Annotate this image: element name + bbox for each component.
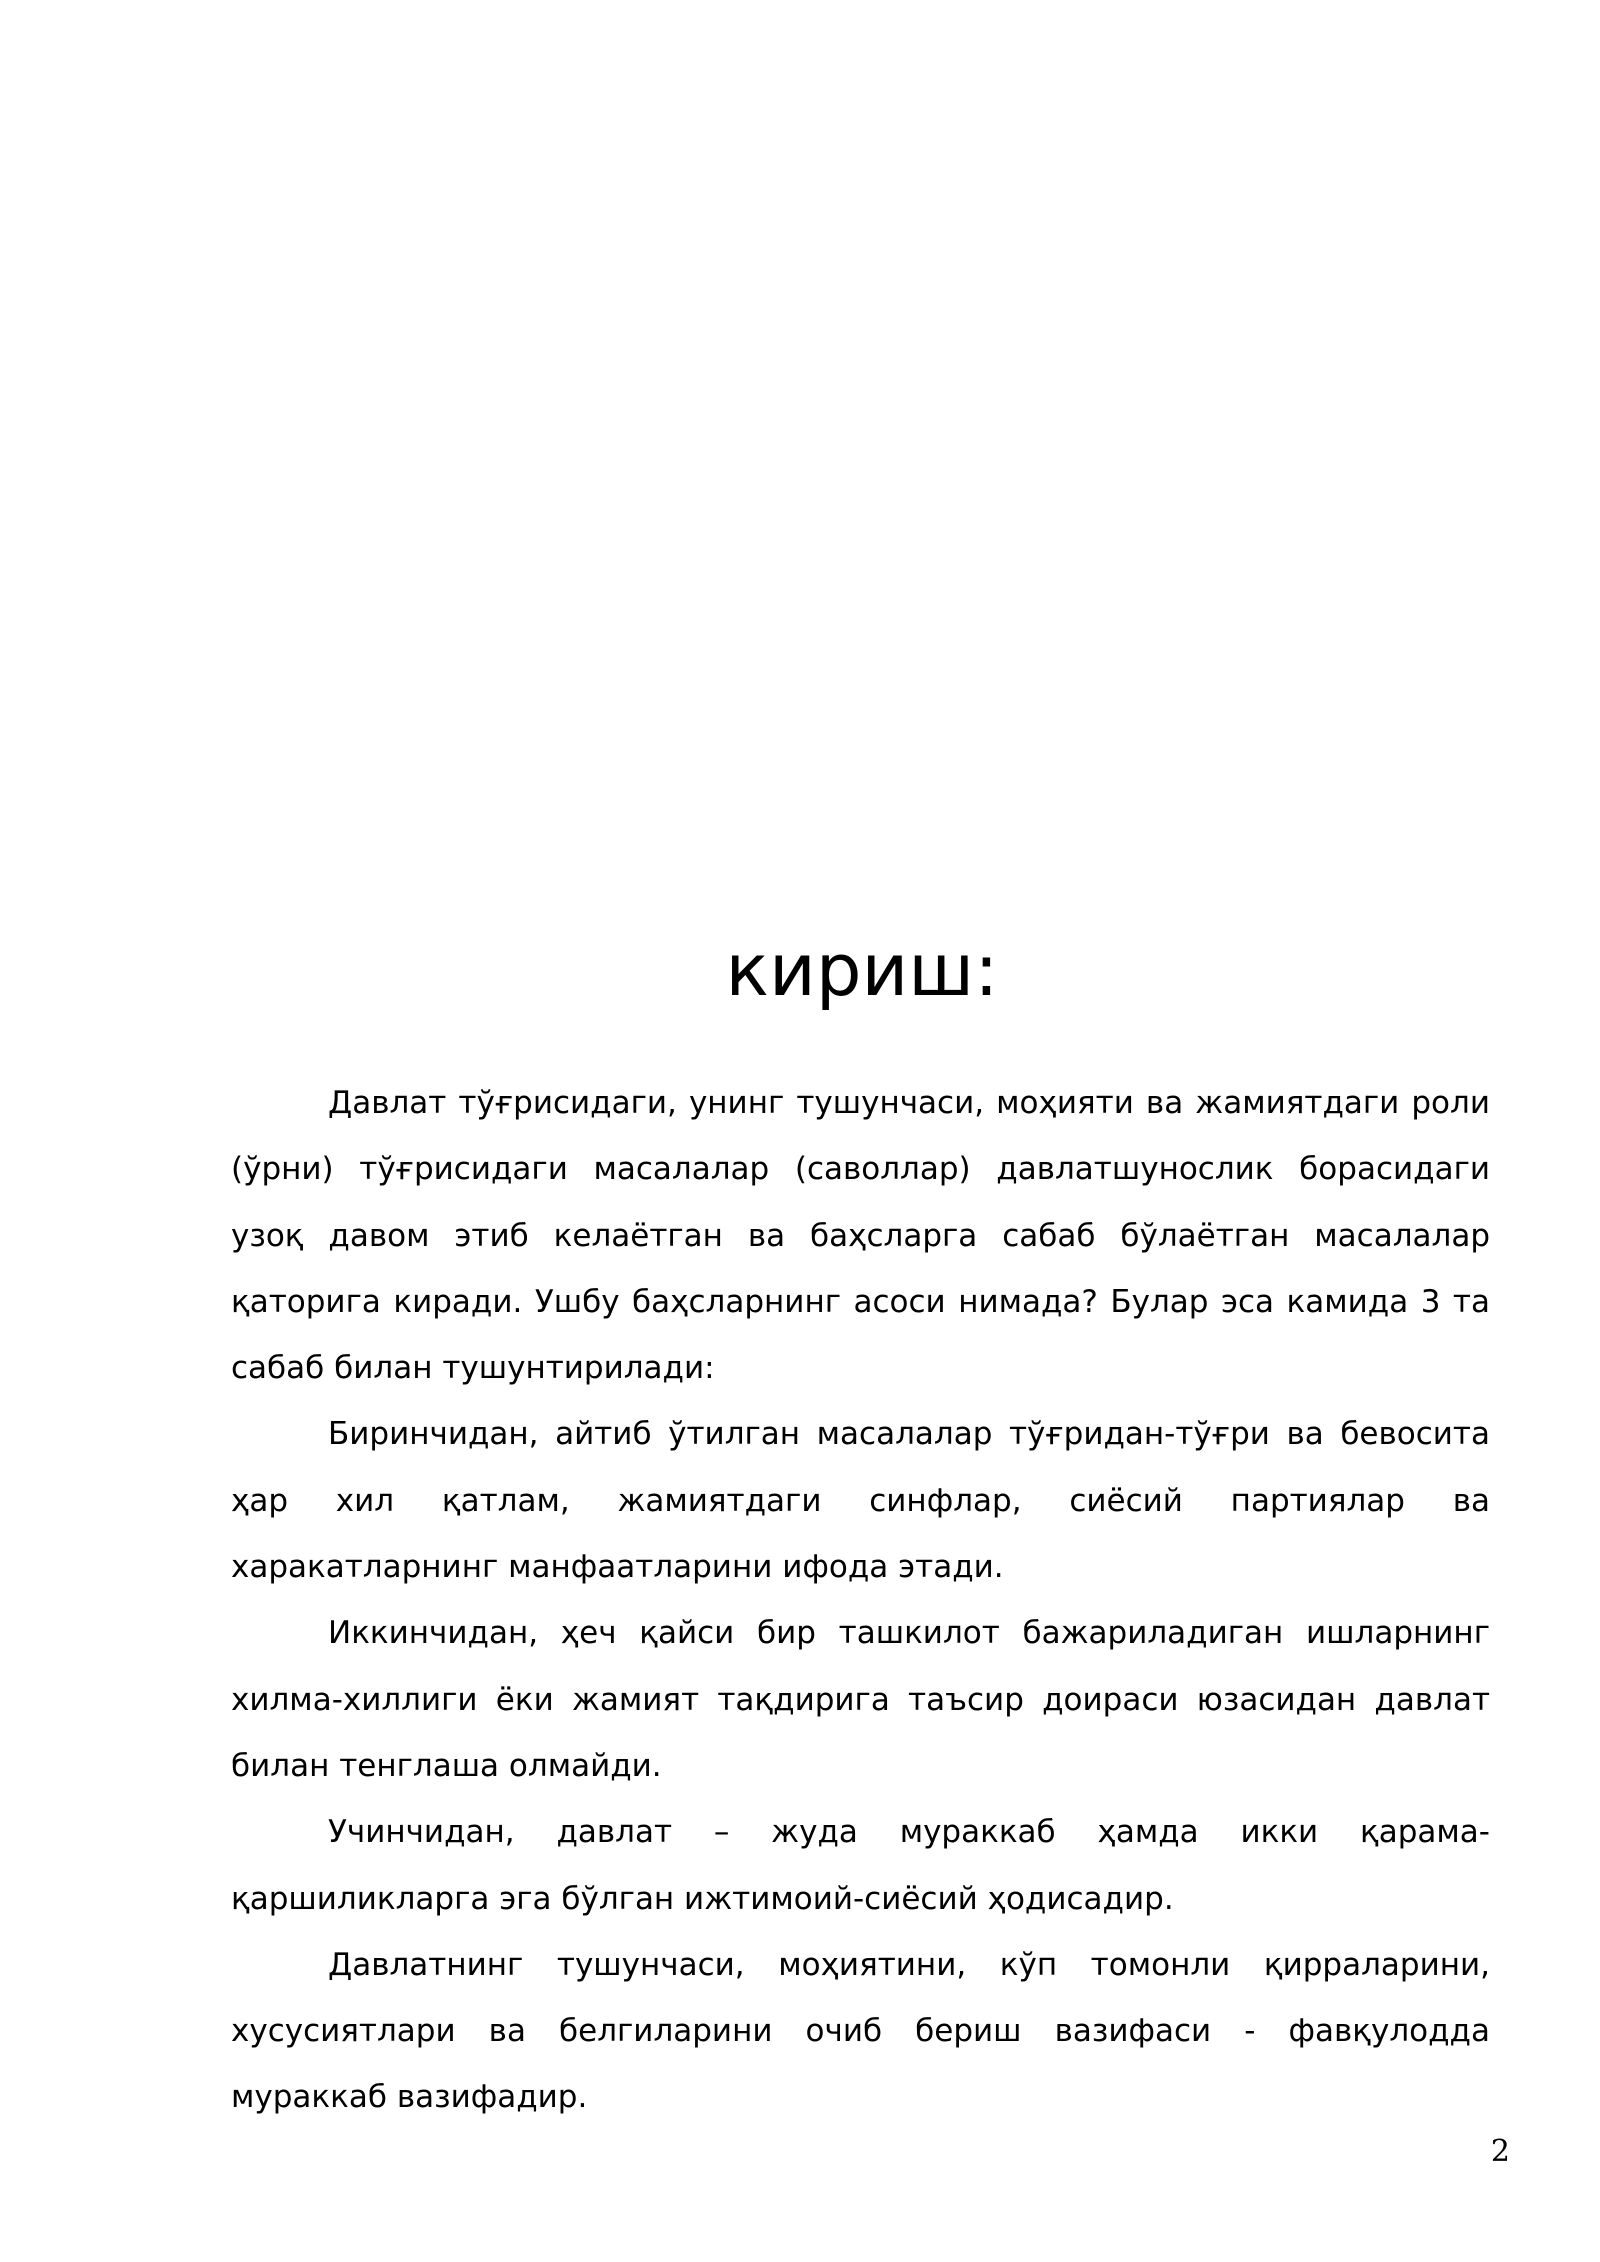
paragraph-intro: Давлат тўғрисидаги, унинг тушунчаси, моҳияти ва жамиятдаги роли (ўрни) тўғрисидаги масалалар (саволлар) давлатшунослик борасидаги узоқ давом этиб келаётган ва баҳсларга сабаб бўлаётган масалалар қаторига киради. Ушбу баҳсларнинг асоси нимада? Булар эса камида 3 та сабаб билан тушунтирилади:: [231, 1085, 1490, 1387]
paragraph-conclusion: Давлатнинг тушунчаси, моҳиятини, кўп томонли қирраларини, хусусиятлари ва белгиларини очиб бериш вазифаси - фавқулодда мураккаб вазифадир.: [231, 1946, 1490, 2116]
section-heading: кириш:: [725, 928, 999, 1012]
paragraph-first-reason: Биринчидан, айтиб ўтилган масалалар тўғридан-тўғри ва бевосита ҳар хил қатлам, жамиятдаги синфлар, сиёсий партиялар ва харакатларнинг манфаатларини ифода этади.: [231, 1416, 1490, 1586]
paragraph-second-reason: Иккинчидан, ҳеч қайси бир ташкилот бажариладиган ишларнинг хилма-хиллиги ёки жамият тақдирига таъсир доираси юзасидан давлат билан тенглаша олмайди.: [231, 1615, 1490, 1784]
page-number: 2: [1490, 2134, 1510, 2169]
body-text: [231, 1070, 1490, 2131]
paragraph-third-reason: Учинчидан, давлат – жуда мураккаб ҳамда икки қарама-қаршиликларга эга бўлган ижтимоий-сиёсий ҳодисадир.: [231, 1814, 1490, 1917]
